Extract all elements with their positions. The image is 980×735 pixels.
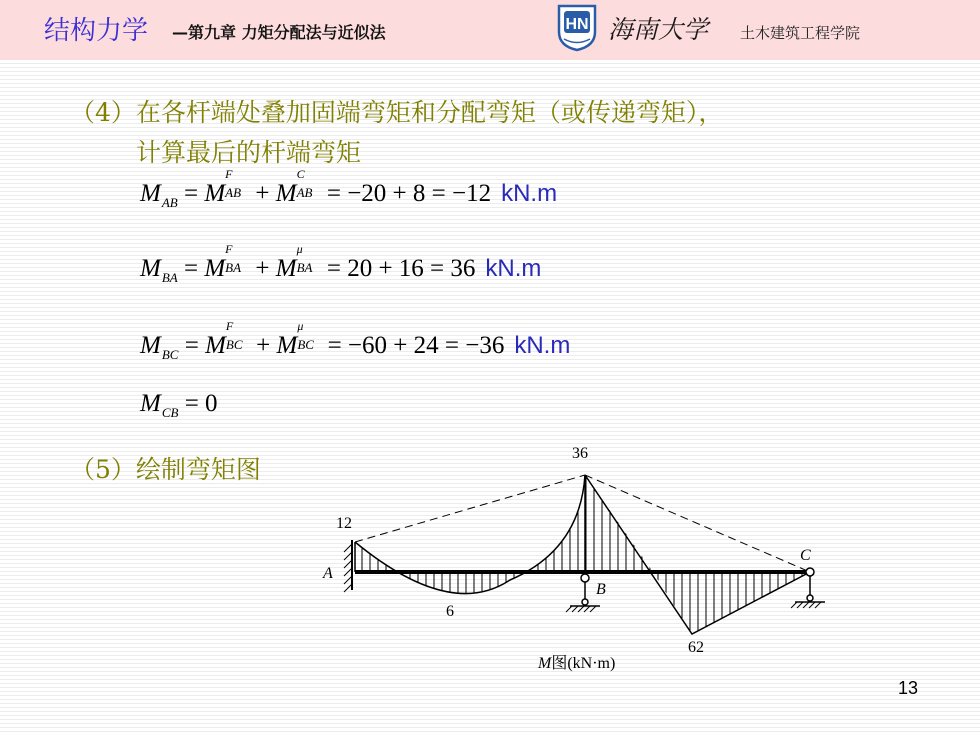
eq3-t1-sub: BC [225,337,243,352]
equation-m-ab: $M_{AB} = M$ F AB + M C AB = −20 + 8 = −12 kN.m [140,167,558,210]
eq3-lhs-sub: BC [161,347,179,362]
eq3-unit: kN.m [514,332,571,359]
chapter-title: —第九章 力矩分配法与近似法 [172,23,386,42]
pin-support-b [566,574,600,612]
moment-area-ab [355,475,585,594]
node-label-c: C [800,547,811,564]
college-name: 土木建筑工程学院 [740,24,861,42]
eq1-rhs: = −20 + 8 = −12 [326,180,492,207]
eq2-t1-sup: F [225,242,233,256]
eq1-t2-sub: AB [296,185,313,200]
eq3-rhs: = −60 + 24 = −36 [327,332,505,359]
eq4-lhs-sub: CB [161,405,179,420]
equation-m-ba: $M_{BA} = M$ F BA + M μ BA = 20 + 16 = 36 kN.m [140,242,542,285]
eq2-rhs: = 20 + 16 = 36 [326,255,476,282]
label-36: 36 [572,445,588,462]
caption-rest: 图(kN·m) [551,655,616,672]
university-logo-icon [555,2,599,52]
eq1-t2-sup: C [296,167,305,181]
eq2-lhs-sub: BA [161,270,178,285]
eq1-t1-sub: AB [225,185,242,200]
eq2-t1-sub: BA [225,260,242,275]
node-label-b: B [596,581,606,598]
eq2-t2-sub: BA [296,260,313,275]
eq1-unit: kN.m [501,180,558,207]
caption-m: M [538,655,552,672]
eq2-unit: kN.m [485,255,542,282]
label-6: 6 [446,603,454,620]
eq1-lhs-sub: AB [161,195,178,210]
eq3-t2-sub: BC [297,337,314,352]
eq3-t1-sup: F [225,319,234,333]
label-12: 12 [336,515,352,532]
university-name: 海南大学 [608,15,709,44]
equation-m-cb: $M_{CB} = 0$ [140,390,218,420]
step5-heading: （5）绘制弯矩图 [70,455,261,484]
slide-header [0,0,980,60]
bending-moment-diagram [310,440,870,680]
eq3-t2-sup: μ [297,319,304,333]
equation-m-bc: $M_{BC} = M$ F BC + M μ BC = −60 + 24 = −36 kN.m [140,319,571,362]
fixed-support-a-hatch [344,544,352,592]
course-title: 结构力学 [44,16,149,46]
step4-heading-line1: （4）在各杆端处叠加固端弯矩和分配弯矩（或传递弯矩）， [70,98,724,127]
step4-heading-line2: 计算最后的杆端弯矩 [136,138,362,167]
label-62: 62 [688,639,704,656]
node-label-a: A [323,565,333,582]
diagram-caption [537,654,615,672]
page-number: 13 [898,678,919,698]
logo-text: HN [565,16,589,33]
eq2-t2-sup: μ [296,242,303,256]
eq1-t1-sup: F [225,167,233,181]
dashed-line-ab [355,475,585,542]
moment-area-bc-right [653,572,810,634]
eq4-rhs: = 0 [184,390,218,417]
